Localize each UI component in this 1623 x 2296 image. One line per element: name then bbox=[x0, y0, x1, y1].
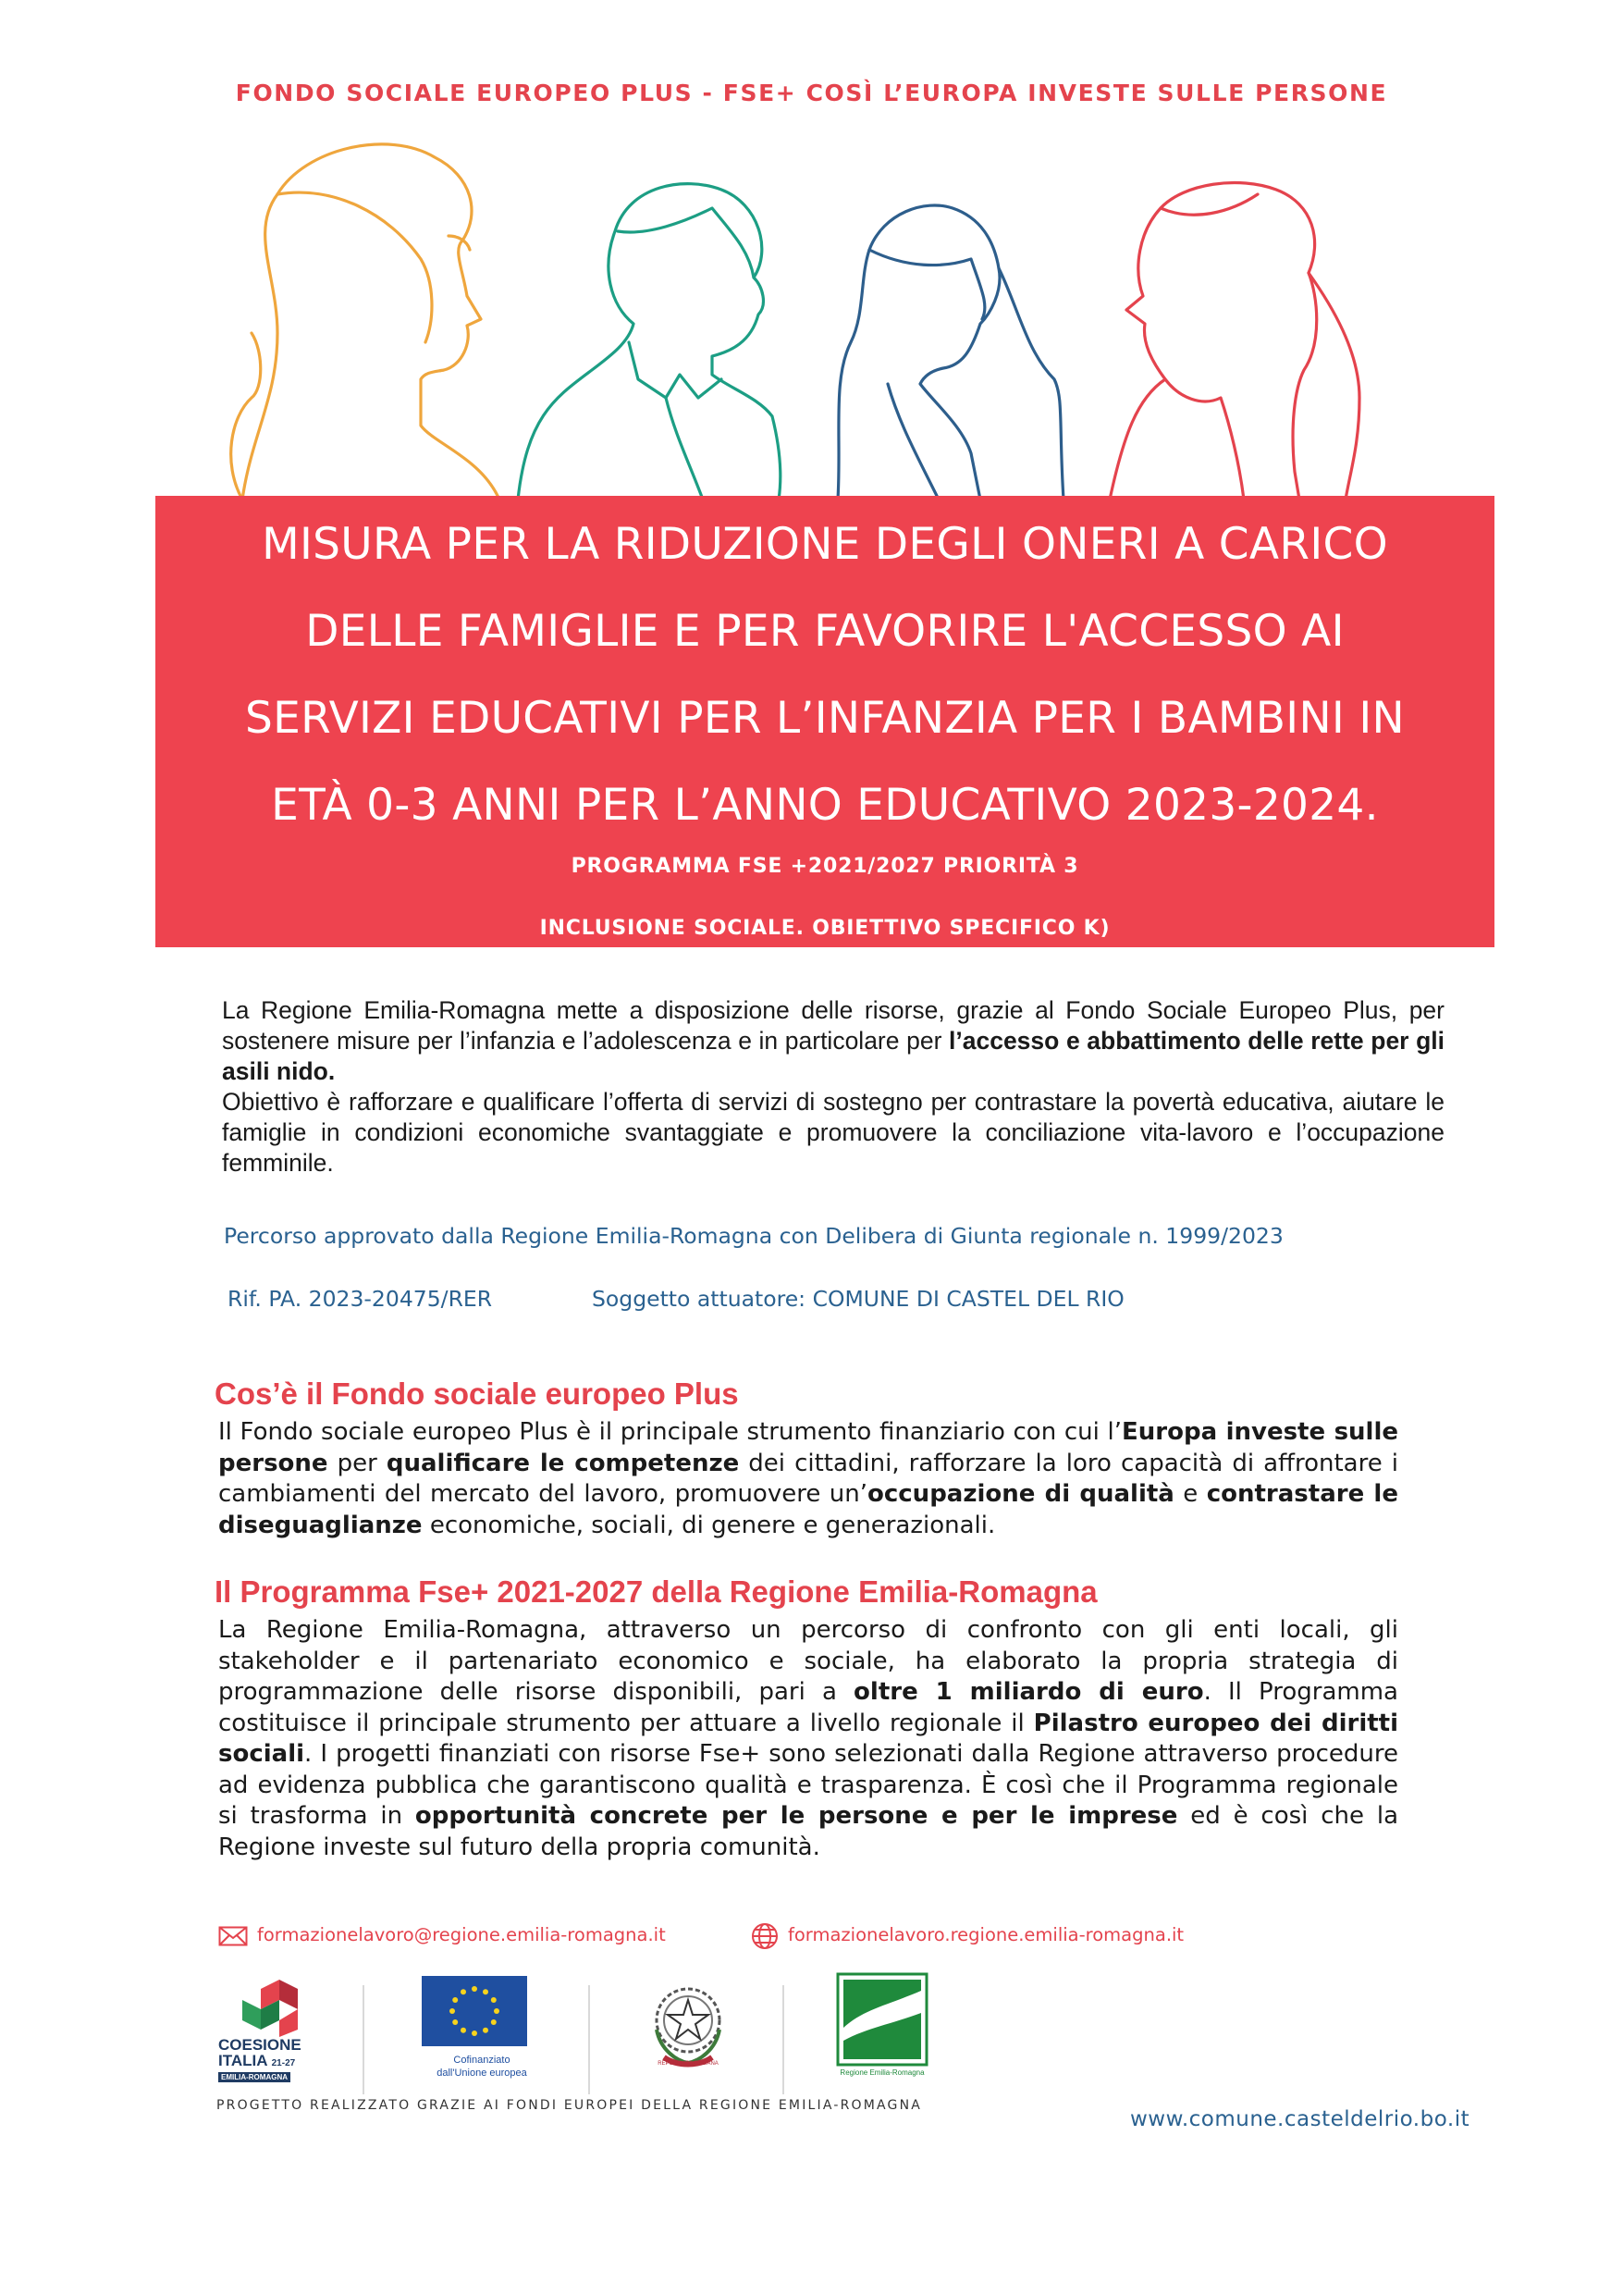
eu-label-2: dall'Unione europea bbox=[436, 2068, 527, 2079]
approval-text: Percorso approvato dalla Regione Emilia-Romagna con Delibera di Giunta regionale n. 1999/2023 bbox=[224, 1223, 1284, 1249]
bold-span: oltre 1 miliardo di euro bbox=[854, 1678, 1204, 1706]
text-span: e bbox=[1174, 1480, 1207, 1508]
comune-website-link[interactable]: www.comune.casteldelrio.bo.it bbox=[1130, 2107, 1470, 2131]
reference-code: Rif. PA. 2023-20475/RER bbox=[227, 1286, 493, 1312]
section-heading-programma: Il Programma Fse+ 2021-2027 della Regione Emilia-Romagna bbox=[215, 1574, 1098, 1609]
bold-span: Pilastro europeo dei diritti sociali bbox=[218, 1709, 1399, 1768]
text-span: . Il Programma costituisce il principale strumento per attuare a livello regionale il bbox=[218, 1678, 1398, 1737]
coesione-italia-logo bbox=[218, 1980, 329, 2083]
text-span: dei cittadini, rafforzare la loro capacità di affrontare i cambiamenti del mercato del lavoro, promuovere un’ bbox=[218, 1449, 1398, 1508]
eu-flag-icon bbox=[422, 1976, 527, 2046]
footer-note: PROGETTO REALIZZATO GRAZIE AI FONDI EUROPEI DELLA REGIONE EMILIA-ROMAGNA bbox=[216, 2098, 923, 2113]
emblem-star-icon bbox=[640, 1974, 736, 2070]
eu-star-icon bbox=[494, 2008, 499, 2014]
bold-span: contrastare le diseguaglianze bbox=[218, 1480, 1398, 1539]
eu-star-icon bbox=[452, 1997, 458, 2003]
email-link[interactable]: formazionelavoro@regione.emilia-romagna.it bbox=[257, 1924, 666, 1945]
bold-span: occupazione di qualità bbox=[867, 1480, 1174, 1508]
eu-star-icon bbox=[472, 1986, 477, 1992]
eu-star-icon bbox=[483, 1989, 488, 1994]
coesione-region: EMILIA-ROMAGNA bbox=[218, 2072, 290, 2082]
bold-span: Europa investe sulle persone bbox=[218, 1418, 1399, 1477]
coesione-mark-icon bbox=[233, 1980, 326, 2037]
eu-star-icon bbox=[461, 1989, 466, 1994]
eu-star-icon bbox=[491, 1997, 497, 2003]
globe-icon bbox=[751, 1922, 779, 1950]
text-span: economiche, sociali, di genere e generazionali. bbox=[422, 1511, 996, 1539]
logo-divider bbox=[588, 1985, 590, 2094]
logo-divider bbox=[782, 1985, 784, 2094]
regione-label: Regione Emilia-Romagna bbox=[840, 2068, 925, 2077]
repubblica-label: REPUBBLICA ITALIANA bbox=[658, 2061, 719, 2067]
banner-title-line: ETÀ 0-3 ANNI PER L’ANNO EDUCATIVO 2023-2024. bbox=[271, 780, 1379, 831]
eu-star-icon bbox=[452, 2019, 458, 2025]
implementing-body: Soggetto attuatore: COMUNE DI CASTEL DEL RIO bbox=[592, 1286, 1125, 1312]
banner-title-line: DELLE FAMIGLIE E PER FAVORIRE L'ACCESSO AI bbox=[305, 606, 1345, 657]
section-body-fse bbox=[218, 1417, 1398, 1541]
text-span: Il Fondo sociale europeo Plus è il principale strumento finanziario con cui l’ bbox=[218, 1418, 1123, 1446]
eu-star-icon bbox=[461, 2028, 466, 2033]
eu-star-icon bbox=[472, 2031, 477, 2036]
intro-bold-span: l’accesso e abbattimento delle rette per gli asili nido. bbox=[222, 1027, 1445, 1085]
title-banner bbox=[155, 496, 1494, 947]
section-heading-fse: Cos’è il Fondo sociale europeo Plus bbox=[215, 1376, 739, 1411]
coesione-years: 21-27 bbox=[271, 2058, 296, 2068]
bold-span: opportunità concrete per le persone e per le imprese bbox=[414, 1802, 1178, 1830]
banner-subtitle-programma: PROGRAMMA FSE +2021/2027 PRIORITÀ 3 bbox=[571, 855, 1079, 878]
eu-cofinanced-logo bbox=[422, 1976, 542, 2087]
section-body-programma bbox=[218, 1615, 1398, 1863]
bold-span: qualificare le competenze bbox=[386, 1449, 740, 1477]
repubblica-italiana-emblem bbox=[640, 1974, 736, 2070]
regione-mark-icon bbox=[836, 1972, 928, 2067]
banner-title-line: MISURA PER LA RIDUZIONE DEGLI ONERI A CARICO bbox=[262, 519, 1388, 570]
banner-title bbox=[155, 496, 1494, 849]
banner-title-line: SERVIZI EDUCATIVI PER L’INFANZIA PER I BAMBINI IN bbox=[245, 693, 1405, 744]
intro-text-span: La Regione Emilia-Romagna mette a disposizione delle risorse, grazie al Fondo Sociale Europeo Plus, per sostenere misure per l’infanzia e l’adolescenza e in particolare per bbox=[222, 996, 1445, 1055]
text-span: ed è così che la Regione investe sul futuro della propria comunità. bbox=[218, 1802, 1399, 1861]
eu-label-1: Cofinanziato bbox=[453, 2055, 510, 2066]
intro-text bbox=[222, 995, 1445, 1179]
eu-star-icon bbox=[491, 2019, 497, 2025]
text-span: per bbox=[327, 1449, 387, 1477]
email-icon bbox=[218, 1926, 248, 1946]
eu-star-icon bbox=[449, 2008, 455, 2014]
logo-divider bbox=[363, 1985, 364, 2094]
intro-paragraph-1 bbox=[222, 995, 1445, 1087]
banner-subtitle-inclusione: INCLUSIONE SOCIALE. OBIETTIVO SPECIFICO K) bbox=[539, 917, 1111, 940]
eu-star-icon bbox=[483, 2028, 488, 2033]
coesione-label-2: ITALIA bbox=[218, 2052, 267, 2069]
people-line-illustration bbox=[0, 120, 1623, 500]
website-link[interactable]: formazionelavoro.regione.emilia-romagna.it bbox=[788, 1924, 1185, 1945]
coesione-label: COESIONE bbox=[218, 2036, 301, 2054]
page-header-title: FONDO SOCIALE EUROPEO PLUS - FSE+ COSÌ L’EUROPA INVESTE SULLE PERSONE bbox=[235, 80, 1388, 106]
intro-paragraph-2: Obiettivo è rafforzare e qualificare l’offerta di servizi di sostegno per contrastare la povertà educativa, aiutare le famiglie in condizioni economiche svantaggiate e promuovere la conciliazione vita-lavoro e l’occupazione femminile. bbox=[222, 1088, 1445, 1177]
text-span: La Regione Emilia-Romagna, attraverso un percorso di confronto con gli enti locali, gli stakeholder e il partenariato economico e sociale, ha elaborato la propria strategia di programmazione delle risorse disponibili, pari a bbox=[218, 1616, 1398, 1706]
text-span: . I progetti finanziati con risorse Fse+ sono selezionati dalla Regione attraverso procedure ad evidenza pubblica che garantiscono qualità e trasparenza. È così che il Programma regionale si trasforma in bbox=[218, 1740, 1398, 1830]
regione-emilia-romagna-logo bbox=[836, 1972, 928, 2083]
